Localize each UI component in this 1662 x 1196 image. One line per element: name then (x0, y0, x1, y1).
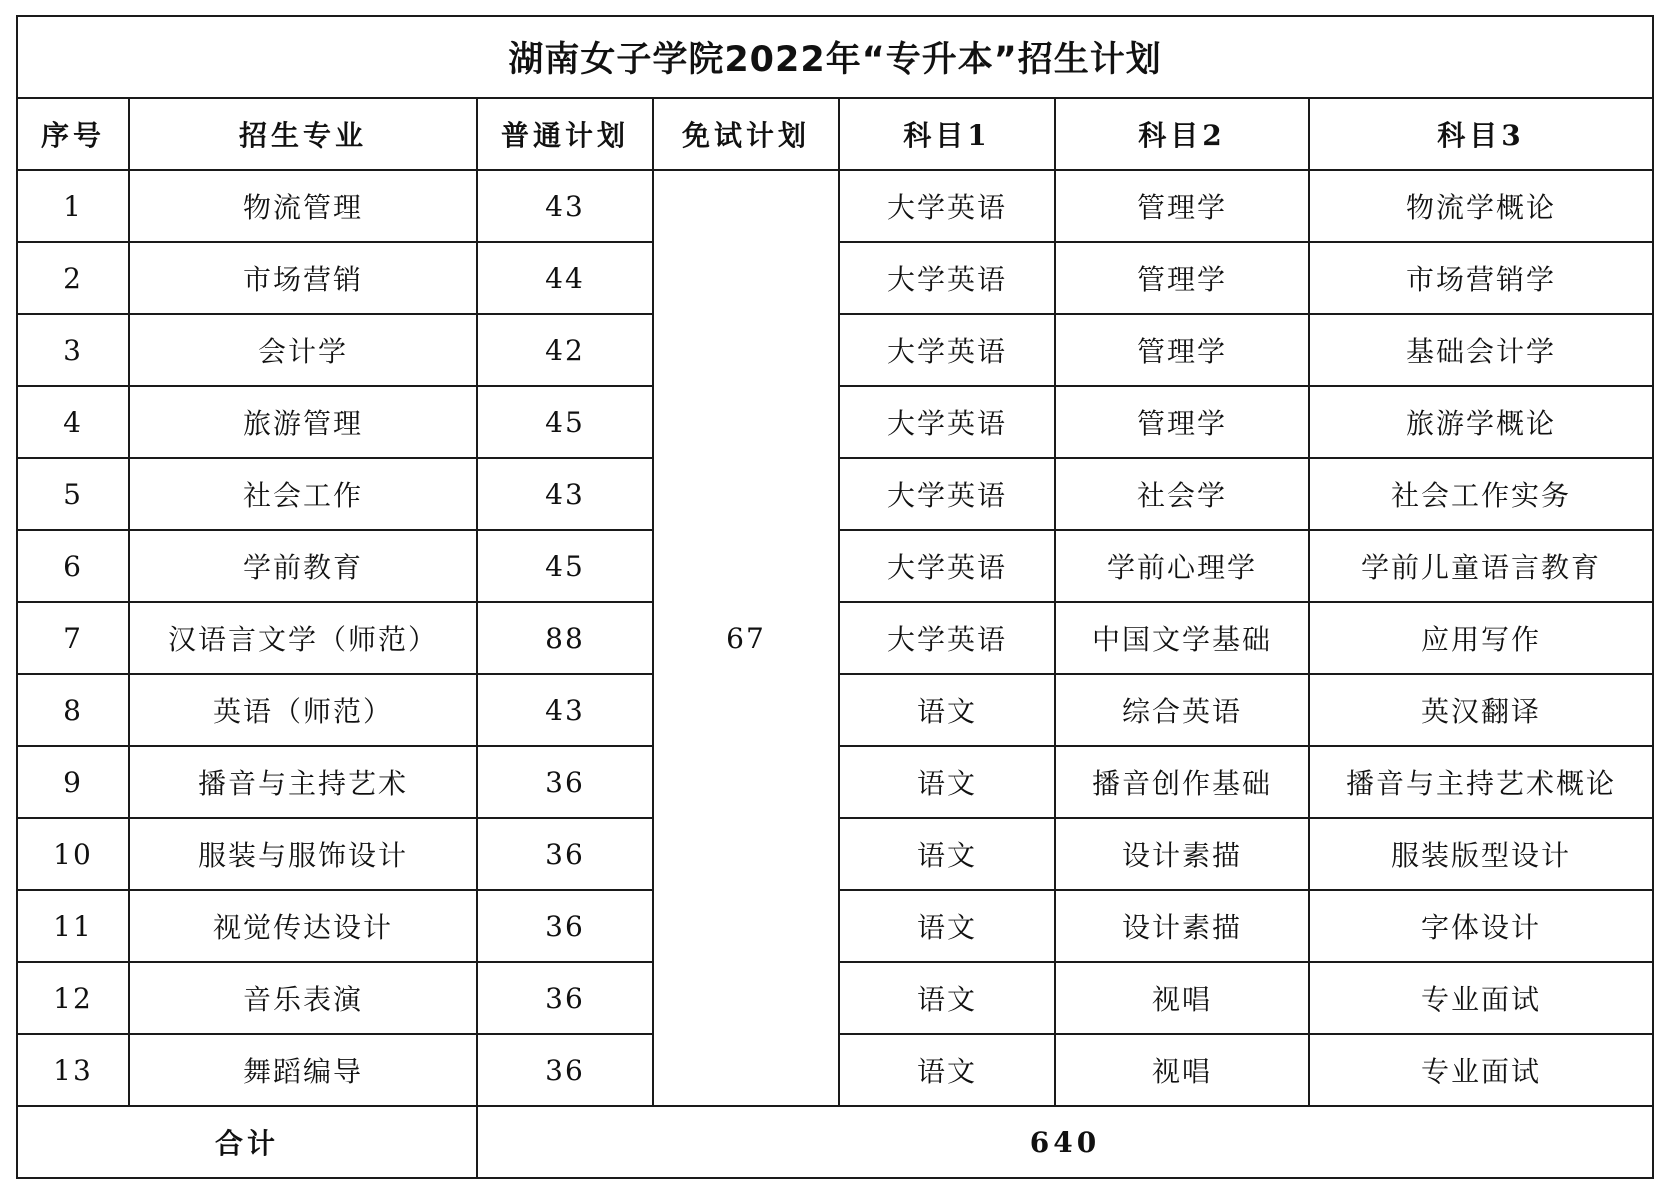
row-subject-3: 学前儿童语言教育 (1309, 530, 1653, 602)
header-major: 招生专业 (129, 98, 477, 170)
row-subject-2: 播音创作基础 (1055, 746, 1309, 818)
row-regular-plan: 42 (477, 314, 653, 386)
row-subject-2: 设计素描 (1055, 818, 1309, 890)
row-subject-3: 字体设计 (1309, 890, 1653, 962)
row-subject-1: 大学英语 (839, 170, 1055, 242)
row-subject-2: 综合英语 (1055, 674, 1309, 746)
row-index: 11 (17, 890, 129, 962)
row-subject-3: 服装版型设计 (1309, 818, 1653, 890)
row-regular-plan: 45 (477, 530, 653, 602)
row-subject-2: 视唱 (1055, 1034, 1309, 1106)
row-index: 1 (17, 170, 129, 242)
row-major: 汉语言文学（师范） (129, 602, 477, 674)
row-regular-plan: 43 (477, 458, 653, 530)
row-subject-3: 旅游学概论 (1309, 386, 1653, 458)
row-subject-3: 物流学概论 (1309, 170, 1653, 242)
row-subject-3: 英汉翻译 (1309, 674, 1653, 746)
row-major: 旅游管理 (129, 386, 477, 458)
row-major: 物流管理 (129, 170, 477, 242)
row-subject-1: 大学英语 (839, 530, 1055, 602)
row-regular-plan: 44 (477, 242, 653, 314)
row-subject-2: 设计素描 (1055, 890, 1309, 962)
row-subject-2: 视唱 (1055, 962, 1309, 1034)
row-index: 7 (17, 602, 129, 674)
row-subject-2: 管理学 (1055, 386, 1309, 458)
row-major: 播音与主持艺术 (129, 746, 477, 818)
header-row (17, 98, 1653, 170)
row-regular-plan: 36 (477, 746, 653, 818)
row-major: 英语（师范） (129, 674, 477, 746)
row-index: 13 (17, 1034, 129, 1106)
row-major: 视觉传达设计 (129, 890, 477, 962)
row-subject-2: 学前心理学 (1055, 530, 1309, 602)
row-index: 5 (17, 458, 129, 530)
row-major: 会计学 (129, 314, 477, 386)
row-index: 12 (17, 962, 129, 1034)
table-title: 湖南女子学院2022年“专升本”招生计划 (17, 16, 1653, 98)
row-subject-1: 大学英语 (839, 242, 1055, 314)
row-subject-3: 市场营销学 (1309, 242, 1653, 314)
total-row (17, 1106, 1653, 1178)
table-row (17, 170, 1653, 242)
row-subject-3: 专业面试 (1309, 962, 1653, 1034)
row-subject-2: 管理学 (1055, 242, 1309, 314)
row-regular-plan: 36 (477, 1034, 653, 1106)
row-subject-2: 社会学 (1055, 458, 1309, 530)
total-value: 640 (477, 1106, 1653, 1178)
row-regular-plan: 36 (477, 818, 653, 890)
row-subject-1: 语文 (839, 746, 1055, 818)
row-subject-3: 专业面试 (1309, 1034, 1653, 1106)
row-index: 6 (17, 530, 129, 602)
row-subject-1: 大学英语 (839, 458, 1055, 530)
title-row (17, 16, 1653, 98)
row-major: 市场营销 (129, 242, 477, 314)
row-major: 音乐表演 (129, 962, 477, 1034)
header-index: 序号 (17, 98, 129, 170)
row-subject-1: 大学英语 (839, 386, 1055, 458)
exempt-plan-total: 67 (653, 170, 839, 1106)
row-regular-plan: 43 (477, 674, 653, 746)
row-subject-1: 语文 (839, 818, 1055, 890)
row-subject-2: 中国文学基础 (1055, 602, 1309, 674)
row-subject-3: 基础会计学 (1309, 314, 1653, 386)
row-subject-3: 社会工作实务 (1309, 458, 1653, 530)
row-subject-1: 语文 (839, 890, 1055, 962)
row-subject-1: 语文 (839, 1034, 1055, 1106)
row-index: 8 (17, 674, 129, 746)
header-subject-3: 科目3 (1309, 98, 1653, 170)
row-index: 9 (17, 746, 129, 818)
row-index: 2 (17, 242, 129, 314)
row-index: 4 (17, 386, 129, 458)
header-exempt-plan: 免试计划 (653, 98, 839, 170)
row-regular-plan: 36 (477, 962, 653, 1034)
row-subject-3: 播音与主持艺术概论 (1309, 746, 1653, 818)
row-subject-2: 管理学 (1055, 170, 1309, 242)
total-label: 合计 (17, 1106, 477, 1178)
row-subject-1: 大学英语 (839, 602, 1055, 674)
row-regular-plan: 43 (477, 170, 653, 242)
row-major: 服装与服饰设计 (129, 818, 477, 890)
row-subject-1: 大学英语 (839, 314, 1055, 386)
row-subject-3: 应用写作 (1309, 602, 1653, 674)
row-index: 10 (17, 818, 129, 890)
header-regular-plan: 普通计划 (477, 98, 653, 170)
row-subject-1: 语文 (839, 962, 1055, 1034)
row-subject-2: 管理学 (1055, 314, 1309, 386)
row-regular-plan: 45 (477, 386, 653, 458)
row-regular-plan: 88 (477, 602, 653, 674)
row-regular-plan: 36 (477, 890, 653, 962)
enrollment-plan-table (16, 15, 1654, 1179)
row-index: 3 (17, 314, 129, 386)
row-major: 舞蹈编导 (129, 1034, 477, 1106)
row-subject-1: 语文 (839, 674, 1055, 746)
row-major: 学前教育 (129, 530, 477, 602)
row-major: 社会工作 (129, 458, 477, 530)
header-subject-1: 科目1 (839, 98, 1055, 170)
header-subject-2: 科目2 (1055, 98, 1309, 170)
